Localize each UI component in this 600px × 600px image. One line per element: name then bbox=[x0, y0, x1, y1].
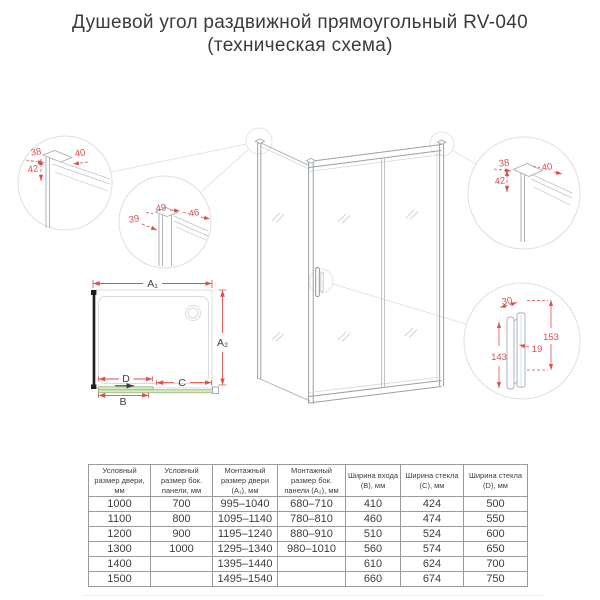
table-cell: 674 bbox=[401, 572, 464, 587]
detail-circle-middle bbox=[119, 176, 211, 268]
table-cell: 1000 bbox=[151, 542, 213, 557]
table-row bbox=[89, 497, 528, 512]
plan-side-panel bbox=[91, 290, 96, 389]
detail-circle-handle bbox=[464, 283, 580, 399]
col-header-side-panel-mount-size: Монтажный размер бок. панели (A₂), мм bbox=[278, 465, 346, 497]
plan-label-d: D bbox=[122, 373, 130, 385]
table-cell: 410 bbox=[346, 497, 401, 512]
table-row bbox=[89, 542, 528, 557]
dim-label-c4-153: 153 bbox=[543, 332, 559, 343]
dim-label-c4-30: 30 bbox=[500, 295, 514, 308]
table-cell: 474 bbox=[401, 512, 464, 527]
col-header-door-size: Условный размер двери, мм bbox=[89, 465, 151, 497]
table-cell: 1200 bbox=[89, 527, 151, 542]
col-header-glass-width-d: Ширина стекла (D), мм bbox=[464, 465, 528, 497]
table-cell: 560 bbox=[346, 542, 401, 557]
table-cell: 1500 bbox=[89, 572, 151, 587]
table-cell: 1400 bbox=[89, 557, 151, 572]
table-cell: 574 bbox=[401, 542, 464, 557]
table-cell bbox=[278, 557, 346, 572]
dim-label-c2-46: 46 bbox=[187, 207, 201, 220]
detail-circle-top-right bbox=[468, 137, 580, 249]
plan-label-b: B bbox=[119, 396, 127, 408]
table-cell: 550 bbox=[464, 512, 528, 527]
dim-label-c2-39: 39 bbox=[127, 213, 141, 226]
table-cell: 900 bbox=[151, 527, 213, 542]
drain-icon bbox=[186, 306, 201, 321]
col-header-door-mount-size: Монтажный размер двери (A₁), мм bbox=[213, 465, 278, 497]
table-cell: 650 bbox=[464, 542, 528, 557]
dim-label-c4-19: 19 bbox=[531, 344, 543, 355]
plan-label-a1: A₁ bbox=[147, 278, 158, 290]
door-handle bbox=[316, 268, 323, 297]
table-cell: 995–1040 bbox=[213, 497, 278, 512]
glass-sparkles bbox=[272, 210, 418, 342]
table-cell: 800 bbox=[151, 512, 213, 527]
title-line-2: (техническая схема) bbox=[207, 35, 393, 56]
table-cell: 1295–1340 bbox=[213, 542, 278, 557]
title-line-1: Душевой угол раздвижной прямоугольный RV-040 bbox=[72, 12, 528, 33]
plan-label-a2: A₂ bbox=[216, 337, 229, 349]
col-header-entry-width: Ширина входа (B), мм bbox=[346, 465, 401, 497]
dim-label-c1-38: 38 bbox=[29, 146, 43, 159]
table-cell: 460 bbox=[346, 512, 401, 527]
dim-label-c3-42: 42 bbox=[493, 175, 507, 188]
dim-label-c1-40: 40 bbox=[73, 147, 87, 160]
table-cell: 510 bbox=[346, 527, 401, 542]
col-header-glass-width-c: Ширина стекла (C), мм bbox=[401, 465, 464, 497]
table-cell: 424 bbox=[401, 497, 464, 512]
table-cell bbox=[151, 557, 213, 572]
size-table bbox=[88, 464, 528, 587]
plan-view bbox=[91, 278, 228, 408]
header-row bbox=[89, 465, 528, 497]
table-row bbox=[89, 557, 528, 572]
table-cell: 780–810 bbox=[278, 512, 346, 527]
table-cell bbox=[278, 572, 346, 587]
dim-label-c3-40: 40 bbox=[540, 161, 554, 174]
col-header-side-panel-size: Условный размер бок. панели, мм bbox=[151, 465, 213, 497]
dim-label-c2-49: 49 bbox=[154, 202, 168, 215]
table-cell: 880–910 bbox=[278, 527, 346, 542]
side-panel bbox=[255, 139, 310, 401]
table-cell: 1495–1540 bbox=[213, 572, 278, 587]
table-cell: 600 bbox=[464, 527, 528, 542]
table-cell: 1195–1240 bbox=[213, 527, 278, 542]
dim-label-c4-143: 143 bbox=[491, 352, 507, 363]
dim-label-c3-38: 38 bbox=[497, 157, 511, 170]
table-row bbox=[89, 572, 528, 587]
table-cell: 1300 bbox=[89, 542, 151, 557]
table-cell: 1095–1140 bbox=[213, 512, 278, 527]
table-cell: 524 bbox=[401, 527, 464, 542]
table-cell: 610 bbox=[346, 557, 401, 572]
plan-label-c: C bbox=[178, 377, 186, 389]
table-cell: 680–710 bbox=[278, 497, 346, 512]
table-row bbox=[89, 527, 528, 542]
detail-circle-top-left bbox=[18, 136, 112, 230]
table-cell: 750 bbox=[464, 572, 528, 587]
dim-label-c1-42: 42 bbox=[26, 163, 40, 176]
table-cell: 660 bbox=[346, 572, 401, 587]
table-cell: 700 bbox=[464, 557, 528, 572]
table-cell: 980–1010 bbox=[278, 542, 346, 557]
sliding-door-frame bbox=[306, 140, 446, 404]
table-cell bbox=[151, 572, 213, 587]
table-cell: 1100 bbox=[89, 512, 151, 527]
table-cell: 1000 bbox=[89, 497, 151, 512]
isometric-view bbox=[255, 139, 446, 404]
table-cell: 1395–1440 bbox=[213, 557, 278, 572]
table-cell: 700 bbox=[151, 497, 213, 512]
table-cell: 624 bbox=[401, 557, 464, 572]
table-row bbox=[89, 512, 528, 527]
table-cell: 500 bbox=[464, 497, 528, 512]
